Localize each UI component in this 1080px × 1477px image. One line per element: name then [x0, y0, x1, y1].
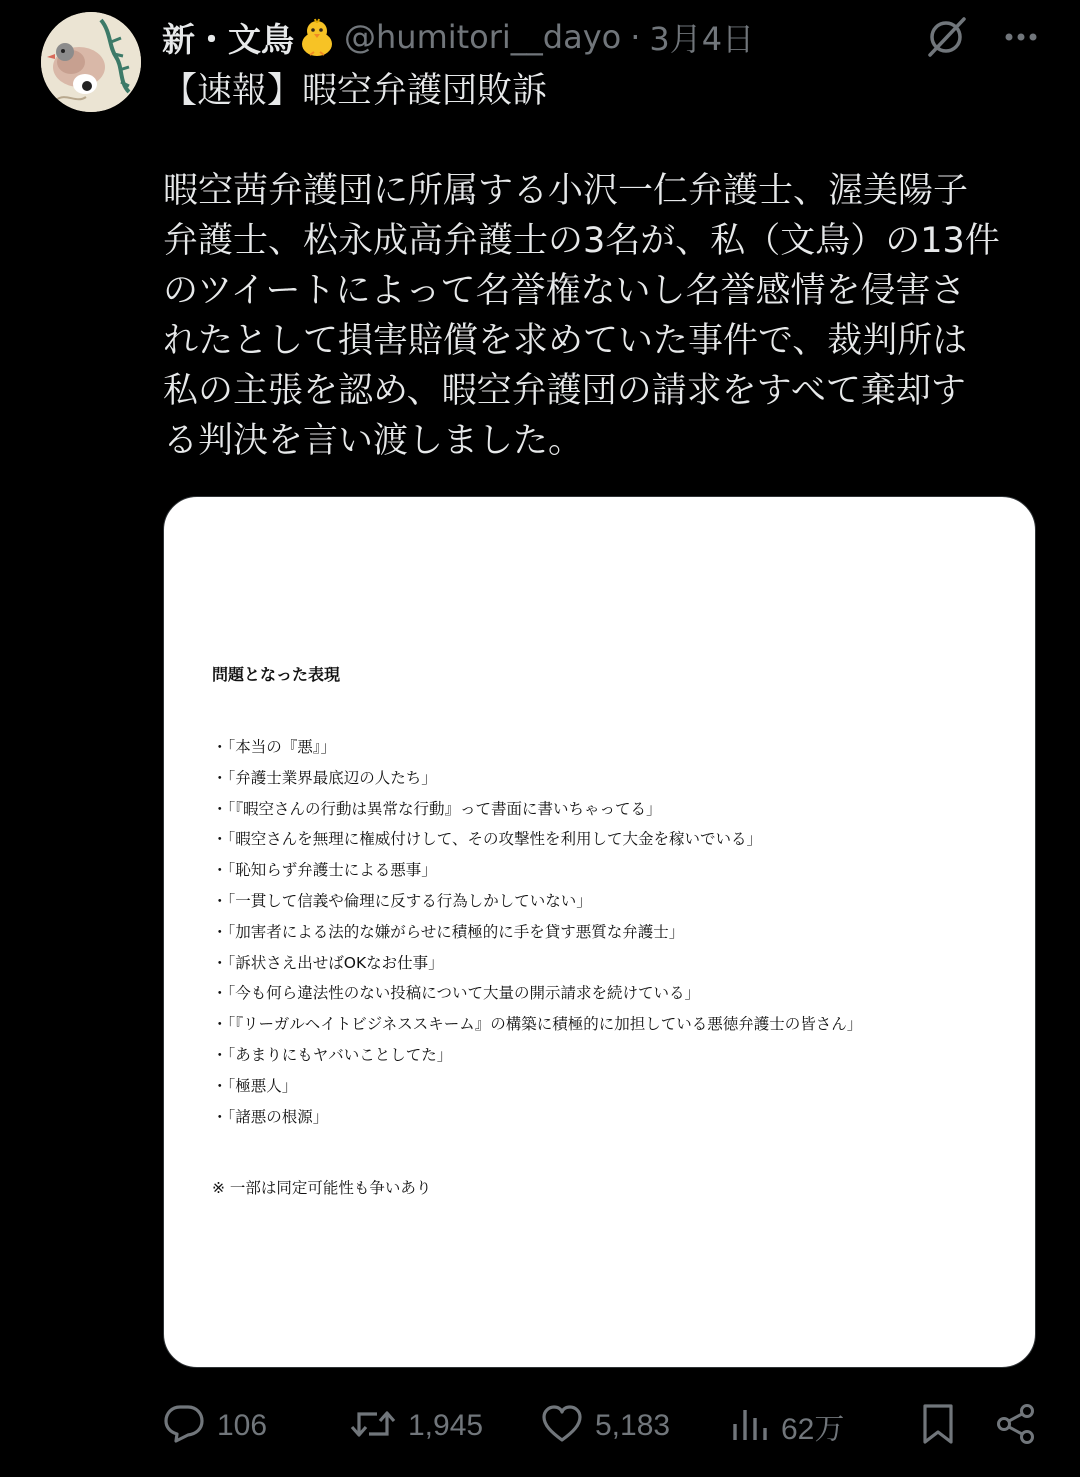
- avatar-bird-illustration: [41, 12, 141, 112]
- heart-icon: [541, 1404, 583, 1448]
- document-heading: 問題となった表現: [212, 665, 341, 684]
- views-count: 62万: [781, 1413, 845, 1446]
- like-count: 5,183: [595, 1409, 671, 1442]
- document-content: [212, 662, 1012, 1198]
- list-item: ・「加害者による法的な嫌がらせに積極的に手を貸す悪質な弁護士」: [212, 922, 685, 941]
- list-item: ・「『暇空さんの行動は異常な行動』って書面に書いちゃってる」: [212, 799, 662, 818]
- tweet-body-line: る判決を言い渡しました。: [163, 421, 584, 461]
- tweet-body-line: れたとして損害賠償を求めていた事件で、裁判所は: [163, 321, 968, 361]
- tweet-header: [162, 14, 754, 60]
- list-item: ・「今も何ら違法性のない投稿について大量の開示請求を続けている」: [212, 984, 700, 1003]
- tweet-title: 【速報】暇空弁護団敗訴: [162, 71, 548, 111]
- more-horizontal-icon[interactable]: [1004, 32, 1038, 42]
- display-name[interactable]: 新・文鳥: [162, 19, 294, 59]
- share-button[interactable]: [996, 1398, 1036, 1454]
- repost-icon: [350, 1404, 396, 1448]
- reply-count: 106: [217, 1409, 268, 1442]
- views-bar-chart-icon: [731, 1404, 769, 1448]
- grok-slash-icon[interactable]: [924, 14, 970, 60]
- header-separator: ·: [630, 18, 641, 56]
- tweet-body-line: 弁護士、松永成高弁護士の3名が、私（文鳥）の13件: [163, 221, 1000, 261]
- header-actions: [924, 14, 1038, 60]
- list-item: ・「暇空さんを無理に権威付けして、その攻撃性を利用して大金を稼いでいる」: [212, 830, 762, 849]
- baby-chick-icon: [298, 17, 336, 57]
- like-button[interactable]: [541, 1398, 670, 1454]
- bookmark-button[interactable]: [921, 1398, 955, 1454]
- views-button[interactable]: [731, 1398, 844, 1454]
- list-item: ・「あまりにもヤバいことしてた」: [212, 1045, 453, 1064]
- tweet-body-line: 私の主張を認め、暇空弁護団の請求をすべて棄却す: [163, 371, 966, 411]
- bookmark-icon: [921, 1403, 955, 1449]
- document-note: ※ 一部は同定可能性も争いあり: [212, 1179, 432, 1198]
- list-item: ・「訴状さえ出せばOKなお仕事」: [212, 953, 444, 972]
- tweet-body-line: 暇空茜弁護団に所属する小沢一仁弁護士、渥美陽子: [163, 171, 969, 211]
- list-item: ・「弁護士業界最底辺の人たち」: [212, 768, 437, 787]
- list-item: ・「一貫して信義や倫理に反する行為しかしていない」: [212, 891, 592, 910]
- reply-icon: [163, 1404, 205, 1448]
- reply-button[interactable]: [163, 1398, 267, 1454]
- repost-count: 1,945: [408, 1409, 484, 1442]
- list-item: ・「極悪人」: [212, 1076, 298, 1095]
- repost-button[interactable]: [350, 1398, 483, 1454]
- tweet-body-line: のツイートによって名誉権ないし名誉感情を侵害さ: [163, 271, 966, 311]
- list-item: ・「本当の『悪』」: [212, 738, 337, 756]
- media-image[interactable]: [163, 496, 1036, 1368]
- action-bar: [0, 1398, 1080, 1454]
- post-date[interactable]: 3月4日: [649, 20, 755, 58]
- tweet-body: [163, 166, 1043, 466]
- author-handle[interactable]: @humitori__dayo: [344, 18, 622, 56]
- avatar[interactable]: [41, 12, 141, 112]
- list-item: ・「恥知らず弁護士による悪事」: [212, 861, 437, 880]
- list-item: ・「諸悪の根源」: [212, 1107, 329, 1126]
- expression-list: [212, 732, 1012, 1132]
- share-icon: [996, 1403, 1036, 1449]
- list-item: ・「『リーガルヘイトビジネススキーム』の構築に積極的に加担している悪徳弁護士の皆さん」: [212, 1015, 863, 1034]
